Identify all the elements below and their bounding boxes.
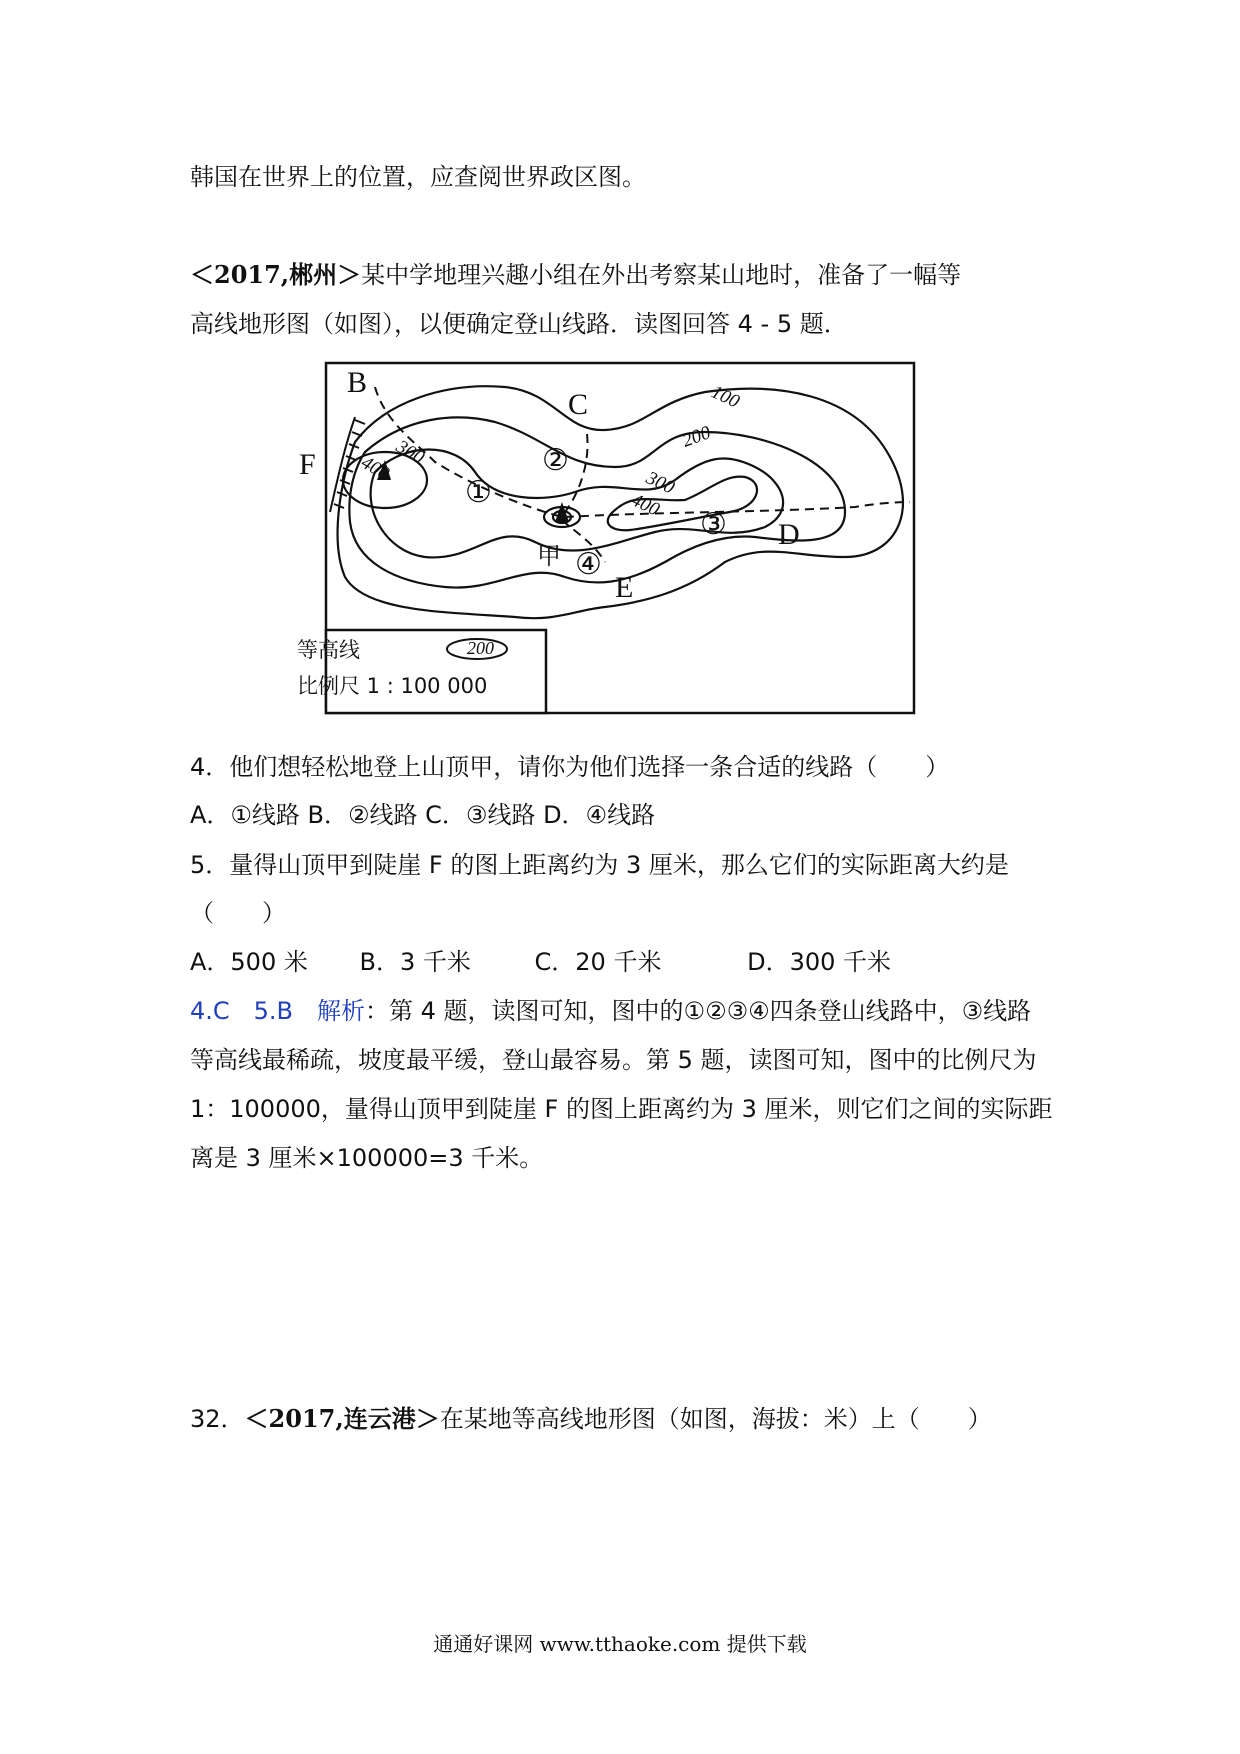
contour-label-100: 100 bbox=[707, 381, 743, 413]
legend-scale: 比例尺 1 : 100 000 bbox=[297, 674, 488, 698]
question-32-text: 在某地等高线地形图（如图，海拔：米）上（ ） bbox=[439, 1405, 992, 1433]
contour-label-400-east: 400 bbox=[627, 489, 663, 521]
paragraph-top: 韩国在世界上的位置，应查阅世界政区图。 bbox=[190, 163, 646, 191]
option-b: B．3 千米 bbox=[359, 948, 471, 976]
answer-line-4: 离是 3 厘米×100000=3 千米。 bbox=[190, 1144, 544, 1172]
question-5-stem: 5．量得山顶甲到陡崖 F 的图上距离约为 3 厘米，那么它们的实际距离大约是 bbox=[190, 851, 1009, 879]
route-label-1: ① bbox=[465, 475, 492, 510]
route-label-4: ④ bbox=[575, 547, 602, 582]
route-label-3: ③ bbox=[700, 507, 727, 542]
answer-line-1 bbox=[190, 994, 1031, 1028]
intro-line-1 bbox=[190, 258, 961, 292]
contour-label-300-east: 300 bbox=[642, 467, 678, 499]
contour-label-300-west: 300 bbox=[392, 436, 428, 469]
option-d: D．300 千米 bbox=[747, 948, 892, 976]
legend-title: 等高线 bbox=[297, 638, 360, 662]
answer-line-3: 1：100000，量得山顶甲到陡崖 F 的图上距离约为 3 厘米，则它们之间的实际距 bbox=[190, 1095, 1053, 1123]
contour-label-400-west: 400 bbox=[357, 452, 393, 485]
contour-map bbox=[297, 362, 915, 714]
legend-sample-label: 200 bbox=[467, 638, 494, 658]
route-label-2: ② bbox=[542, 443, 569, 478]
point-label-d: D bbox=[778, 518, 800, 551]
point-label-c: C bbox=[568, 388, 589, 421]
question-4-stem: 4．他们想轻松地登上山顶甲，请你为他们选择一条合适的线路（ ） bbox=[190, 753, 950, 781]
option-c: C．20 千米 bbox=[534, 948, 662, 976]
question-32 bbox=[190, 1402, 992, 1436]
answer-text-1: ：第 4 题，读图可知，图中的①②③④四条登山线路中，③线路 bbox=[365, 997, 1032, 1025]
point-label-e: E bbox=[615, 571, 634, 604]
page-footer: 通通好课网 www.tthaoke.com 提供下载 bbox=[433, 1632, 807, 1656]
point-label-f: F bbox=[299, 448, 316, 481]
question-5-paren: （ ） bbox=[190, 899, 286, 927]
question-4-options: A．①线路 B．②线路 C．③线路 D．④线路 bbox=[190, 801, 656, 829]
intro-line-2: 高线地形图（如图），以便确定登山线路．读图回答 4 ‐ 5 题． bbox=[190, 310, 848, 338]
source-tag: ＜2017,郴州＞ bbox=[190, 260, 362, 289]
question-32-source-tag: ＜2017,连云港＞ bbox=[244, 1404, 440, 1433]
answer-line-2: 等高线最稀疏，坡度最平缓，登山最容易。第 5 题，读图可知，图中的比例尺为 bbox=[190, 1046, 1037, 1074]
intro-text: 某中学地理兴趣小组在外出考察某山地时，准备了一幅等 bbox=[361, 261, 962, 289]
option-a: A．500 米 bbox=[190, 948, 308, 976]
point-label-jia: 甲 bbox=[537, 544, 561, 570]
contour-label-200: 200 bbox=[679, 422, 714, 452]
question-32-number: 32． bbox=[190, 1405, 245, 1433]
question-5-options bbox=[190, 945, 891, 979]
point-label-b: B bbox=[347, 366, 368, 399]
answer-key: 4.C 5.B 解析 bbox=[190, 997, 366, 1025]
